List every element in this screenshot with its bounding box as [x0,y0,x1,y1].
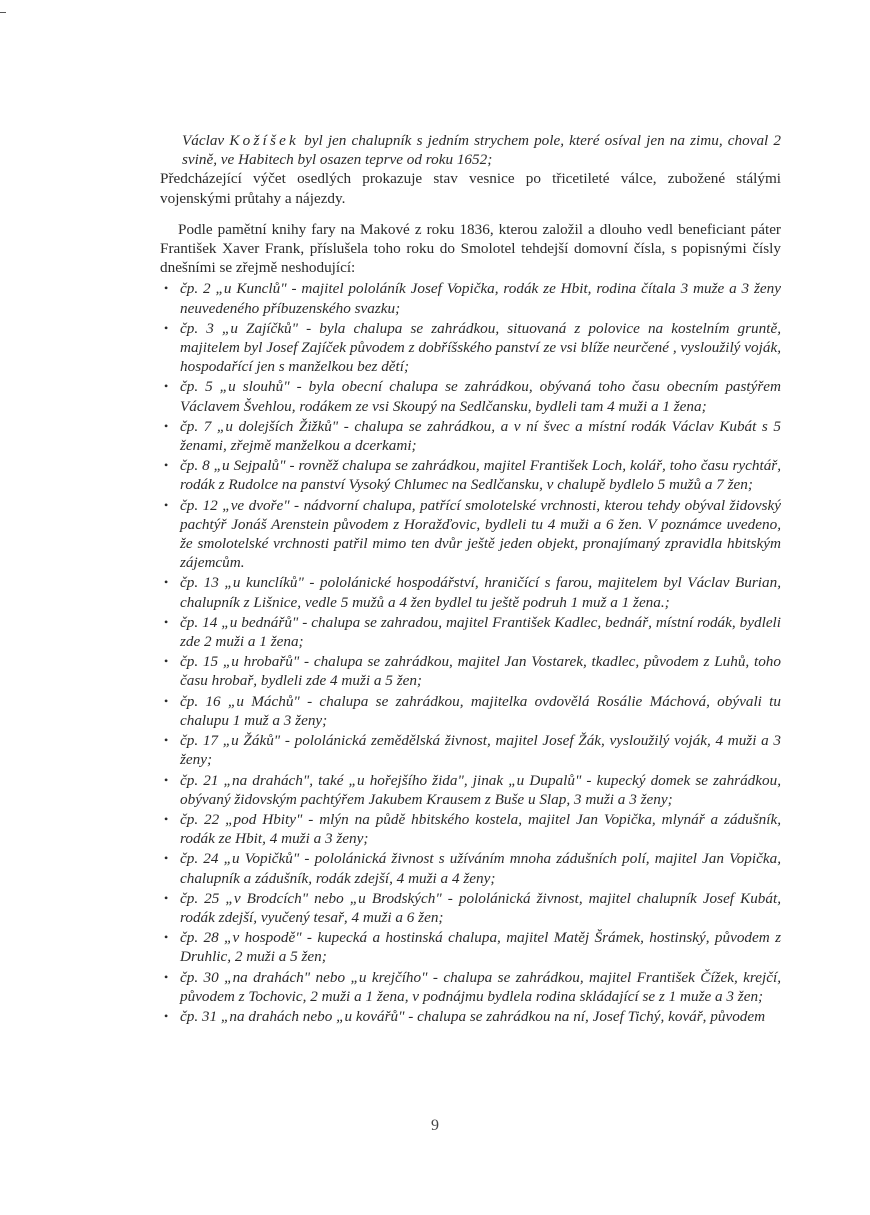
intro-text: byl jen chalupník s jedním strychem pole, které osíval jen na zimu, choval 2 svině, ve Habitech byl osazen teprve od roku 1652; [182,132,782,169]
house-record-item [160,771,781,809]
paragraph-parish-book: Podle pamětní knihy fary na Makové z roku 1836, kterou založil a dlouho vedl beneficiant páter František Xaver Frank, příslušela toho roku do Smolotel tehdejší domovní čísla, s popisnými čísly dnešními se zřejmě neshodující: [160,220,781,277]
bullet-icon: • [164,969,169,984]
house-record-item [160,731,781,769]
house-record-text: čp. 16 „u Máchů" - chalupa se zahrádkou, majitelka ovdovělá Rosálie Máchová, obývali tu chalupu 1 muž a 3 ženy; [180,692,781,729]
house-record-item [160,889,781,927]
house-record-text: čp. 17 „u Žáků" - pololánická zemědělská živnost, majitel Josef Žák, vysloužilý voják, 4 muži a 3 ženy; [180,732,781,769]
house-record-text: čp. 8 „u Sejpalů" - rovněž chalupa se zahrádkou, majitel František Loch, kolář, toho času rychtář, rodák z Rudolce na panství Vysoký Chlumec na Sedlčansku, v chalupě bydlelo 5 mužů a 7 žen; [180,457,781,494]
bullet-icon: • [164,693,169,708]
paragraph-summary: Předcházející výčet osedlých prokazuje stav vesnice po třicetileté válce, zubožené stálými vojenskými průtahy a nájezdy. [160,170,781,207]
bullet-icon: • [164,1008,169,1023]
intro-name-prefix: Václav [182,132,230,149]
house-record-text: čp. 22 „pod Hbity" - mlýn na půdě hbitského kostela, majitel Jan Vopička, mlynář a zádušník, rodák ze Hbit, 4 muži a 3 ženy; [180,810,781,848]
house-record-item [160,928,781,966]
intro-name-spaced: Kožíšek [229,132,299,149]
bullet-icon: • [164,811,169,826]
house-record-text: čp. 15 „u hrobařů" - chalupa se zahrádkou, majitel Jan Vostarek, tkadlec, původem z Luhů, toho času hrobař, bydleli zde 4 muži a 5 žen; [180,653,781,690]
house-record-text: čp. 7 „u dolejších Žižků" - chalupa se zahrádkou, a v ní švec a místní rodák Václav Kubát s 5 ženami, zřejmě manželkou a dcerkami; [180,417,781,455]
bullet-icon: • [164,772,169,787]
bullet-icon: • [164,733,169,748]
bullet-icon: • [164,654,169,669]
house-record-item [160,613,781,651]
house-record-item [160,377,781,415]
house-record-item [160,652,781,690]
bullet-icon: • [164,614,169,629]
house-record-text: čp. 21 „na drahách", také „u hořejšího žida", jinak „u Dupalů" - kupecký domek se zahrádkou, obývaný židovským pachtýřem Jakubem Krausem z Buše u Slap, 3 muži a 3 ženy; [180,771,781,808]
bullet-icon: • [164,458,169,473]
page-number: 9 [431,1117,439,1134]
house-record-text: čp. 3 „u Zajíčků" - byla chalupa se zahrádkou, situovaná z polovice na kostelním gruntě, majitelem byl Josef Zajíček původem z dobříšského panství ze vsi blíže neurčené , vysloužilý voják, hospodařící jen s manželkou bez dětí; [180,319,781,376]
bullet-icon: • [164,497,169,512]
house-record-item [160,692,781,730]
house-record-item [160,496,781,573]
house-record-text: čp. 14 „u bednářů" - chalupa se zahradou, majitel František Kadlec, bednář, místní rodák, bydleli zde 2 muži a 1 žena; [180,613,781,651]
house-record-item [160,319,781,377]
house-record-text: čp. 30 „na drahách" nebo „u krejčího" - chalupa se zahrádkou, majitel František Čížek, krejčí, původem z Tochovic, 2 muži a 1 žena, v podnájmu bydlela rodina skládající se z 1 muže a 3 žen; [180,968,781,1005]
house-record-text: čp. 12 „ve dvoře" - nádvorní chalupa, patřící smolotelské vrchnosti, kterou tehdy obýval židovský pachtýř Jonáš Arenstein původem z Horažďovic, bydleli tu 4 muži a 6 žen. V poznámce uvedeno, že smolotelské vrchnosti patřil mimo ten dvůr ještě jeden objekt, pronajímaný zpravidla hbitským zájemcům. [180,496,781,572]
house-record-item [160,456,781,494]
bullet-icon: • [164,575,169,590]
house-records-list [160,279,781,1026]
bullet-icon: • [164,890,169,905]
house-record-item [160,573,781,611]
bullet-icon: • [164,851,169,866]
house-record-item [160,279,781,317]
scan-mark [0,12,6,13]
bullet-icon: • [164,379,169,394]
bullet-icon: • [164,418,169,433]
intro-paragraph [160,131,781,169]
house-record-text: čp. 28 „v hospodě" - kupecká a hostinská chalupa, majitel Matěj Šrámek, hostinský, původem z Druhlic, 2 muži a 5 žen; [180,929,781,966]
document-page [160,131,781,1027]
house-record-text: čp. 31 „na drahách nebo „u kovářů" - chalupa se zahrádkou na ní, Josef Tichý, kovář, původem [180,1007,766,1025]
bullet-icon: • [164,320,169,335]
house-record-text: čp. 13 „u kunclíků" - pololánické hospodářství, hraničící s farou, majitelem byl Václav Burian, chalupník z Lišnice, vedle 5 mužů a 4 žen bydlel tu ještě podruh 1 muž a 1 žena.; [180,574,781,611]
house-record-item [160,810,781,848]
house-record-item [160,968,781,1006]
house-record-text: čp. 5 „u slouhů" - byla obecní chalupa se zahrádkou, obývaná toho času obecním pastýřem Václavem Švehlou, rodákem ze vsi Skoupý na Sedlčansku, bydleli tam 4 muži a 1 žena; [180,378,781,415]
house-record-item [160,417,781,455]
house-record-item [160,849,781,887]
house-record-text: čp. 2 „u Kunclů" - majitel pololáník Josef Vopička, rodák ze Hbit, rodina čítala 3 muže a 3 ženy neuvedeného příbuzenského svazku; [180,280,781,317]
house-record-item [160,1007,781,1026]
house-record-text: čp. 24 „u Vopičků" - pololánická živnost s užíváním mnoha zádušních polí, majitel Jan Vopička, chalupník a zádušník, rodák zdejší, 4 muži a 4 ženy; [180,850,781,887]
house-record-text: čp. 25 „v Brodcích" nebo „u Brodských" - pololánická živnost, majitel chalupník Josef Kubát, rodák zdejší, vyučený tesař, 4 muži a 6 žen; [180,889,781,926]
bullet-icon: • [164,281,169,296]
bullet-icon: • [164,930,169,945]
